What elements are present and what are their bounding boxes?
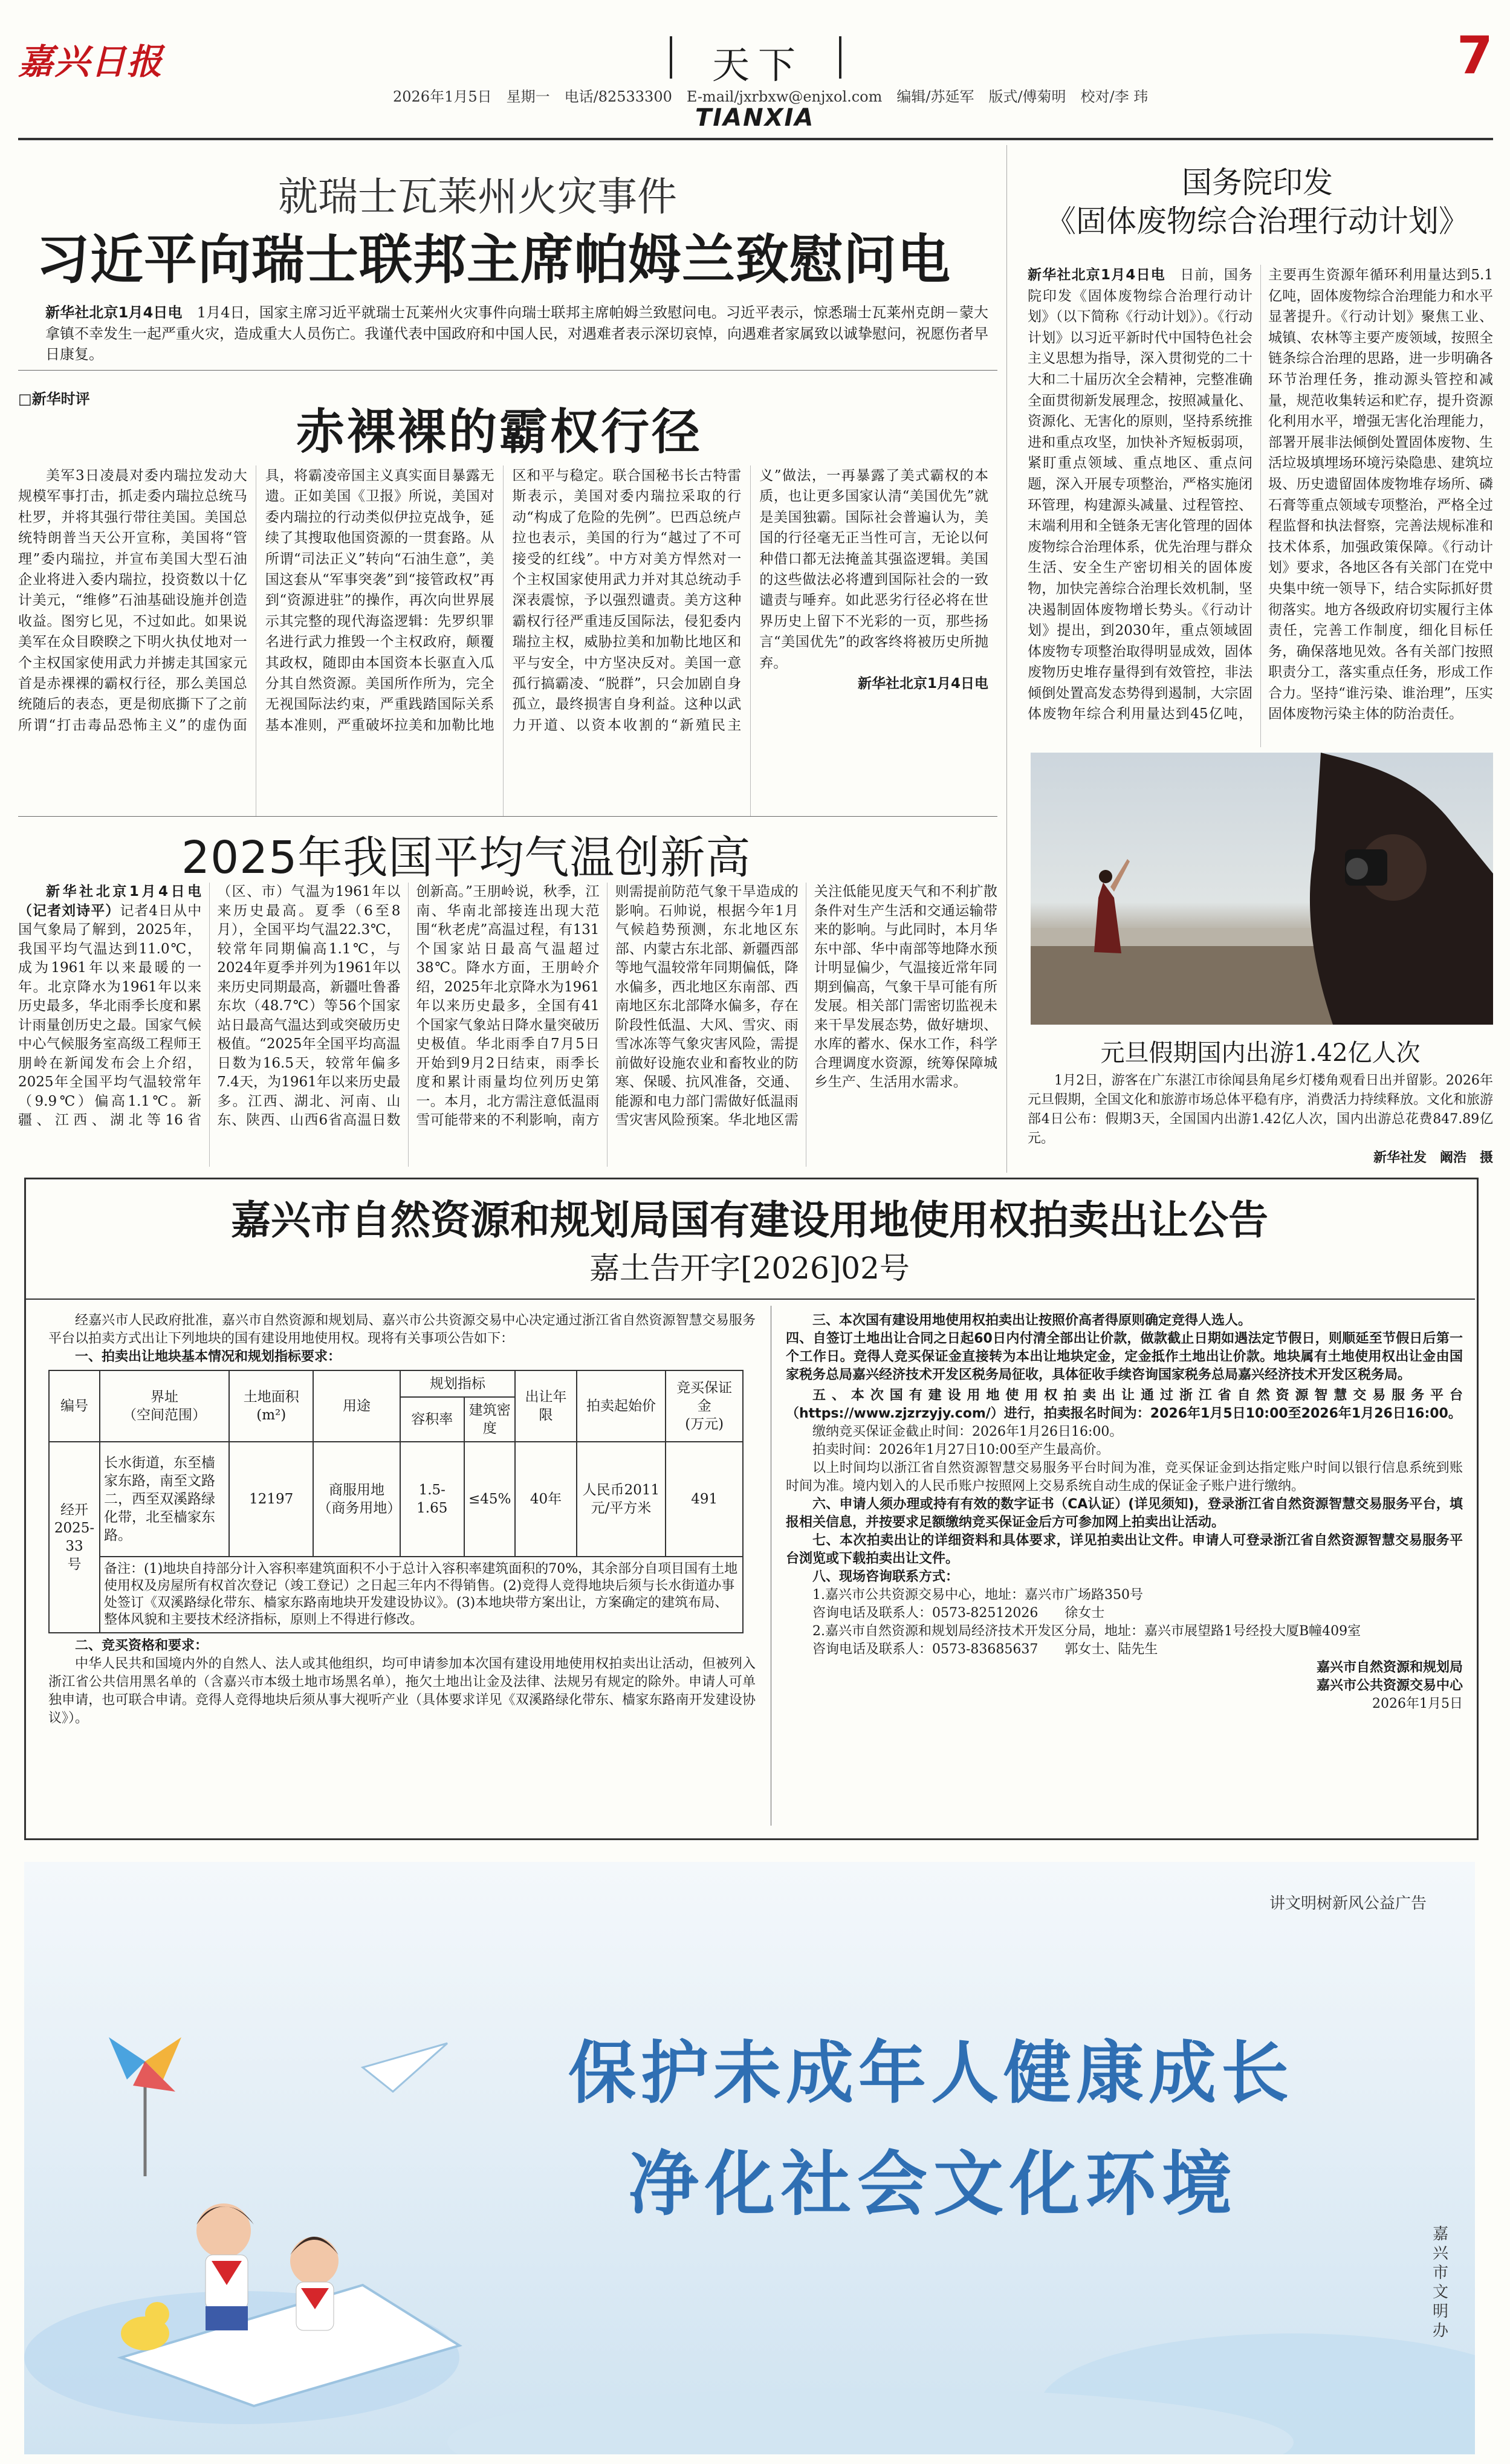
ad-line2: 净化社会文化环境 <box>629 2144 1238 2225</box>
pinwheel-icon <box>109 2037 181 2176</box>
story1-kicker: 就瑞士瓦莱州火灾事件 <box>278 173 677 220</box>
newspaper-logo: 嘉兴日报 <box>18 41 164 82</box>
notice-right: 三、本次国有建设用地使用权拍卖出让按照价高者得原则确定竞得人选人。 四、自签订土地出让合同之日起60日内付清全部出让价款，做款截止日期如遇法定节假日，则顺延至节假日后第一个工作日。竞得人竞买保证金直接转为本出让地块定金，定金抵作土地出让价款。地块属有土地使用权出让金由国家税务总局嘉兴经济技术开发区税务局征收，具体征收手续咨询国家税务总局嘉兴经济技术开发区税务局。 五、本次国有建设用地使用权拍卖出让通过浙江省自然资源智慧交易服务平台（https://www.zjzrzyjy.com/）进行，拍卖报名时间为：2026年1月5日10:00至2026年1月26日16:00。 缴纳竞买保证金截止时间：2026年1月26日16:00。 拍卖时间：2026年1月27日10:00至产生最高价。 以上时间均以浙江省自然资源智慧交易服务平台时间为准，竞买保证金到达指定账户时间以银行信息系统到账时间为准。境内划入的人民币账户按照网上交易系统自动生成的保证金子账户进行缴纳。 六、申请人须办理或持有有效的数字证书（CA认证）(详见须知)，登录浙江省自然资源智慧交易服务平台，填报相关信息，并按要求足额缴纳竞买保证金后方可参加网上拍卖出让活动。 七、本次拍卖出让的详细资料和具体要求，详见拍卖出让文件。申请人可登录浙江省自然资源智慧交易服务平台浏览或下载拍卖出让文件。 八、现场咨询联系方式： 1.嘉兴市公共资源交易中心，地址：嘉兴市广场路350号 咨询电话及联系人：0573-82512026 徐女士 2.嘉兴市自然资源和规划局经济技术开发区分局，地址：嘉兴市展望路1号经投大厦B幢409室 咨询电话及联系人：0573-83685637 郭女士、陆先生 嘉兴市自然资源和规划局 嘉兴市公共资源交易中心 2026年1月5日 <box>786 1313 1463 1711</box>
story4-body: 新华社北京1月4日电（记者刘诗平）记者4日从中国气象局了解到，2025年，我国平均气温达到11.0℃，成为1961年以来最暖的一年。北京降水为1961年以来历史最多，华北雨季长度和累计雨量创历史之最。国家气候中心气候服务室高级工程师王朋岭在新闻发布会上介绍，2025年全国平均气温较常年（9.9℃）偏高1.1℃。新疆、江西、湖北等16省（区、市）气温为1961年以来历史最高。夏季（6至8月），全国平均气温22.3℃，较常年同期偏高1.1℃，与2024年夏季并列为1961年以来历史同期最高，新疆吐鲁番东坎（48.7℃）等56个国家站日最高气温达到或突破历史极值。“2025年全国平均高温日数为16.5天，较常年偏多7.4天，为1961年以来历史最多。江西、湖北、河南、山东、陕西、山西6省高温日数创新高。”王朋岭说，秋季，江南、华南北部接连出现大范围“秋老虎”高温过程，有131个国家站日最高气温超过38℃。降水方面，王朋岭介绍，2025年北京降水为1961年以来历史最多，全国有41个国家气象站日降水量突破历史极值。华北雨季自7月5日开始到9月2日结束，雨季长度和累计雨量均位列历史第一。本月，北方需注意低温雨雪可能带来的不利影响，南方则需提前防范气象干旱造成的影响。石帅说，根据今年1月气候趋势预测，东北地区东部、内蒙古东北部、新疆西部等地气温较常年同期偏低，降水偏多，西北地区东南部、西南地区东北部降水偏多，存在阶段性低温、大风、雪灾、雨雪冰冻等气象灾害风险，需提前做好设施农业和畜牧业的防寒、保暖、抗风准备，交通、能源和电力部门需做好低温雨雪灾害风险预案。华北地区需关注低能见度天气和不利扩散条件对生产生活和交通运输带来的影响。与此同时，本月华东中部、华中南部等地降水预计明显偏少，气温接近常年同期到偏高，气象干旱可能有所发展。相关部门需密切监视未来干旱发展态势，做好塘坝、水库的蓄水、保水工作，科学合理调度水资源，统筹保障城乡生产、生活用水需求。 <box>18 884 997 1128</box>
story2-headline: 赤裸裸的霸权行径 <box>296 404 702 460</box>
column-tag: □新华时评 <box>18 391 90 407</box>
story4-headline: 2025年我国平均气温创新高 <box>181 832 751 884</box>
ad-sponsor: 嘉兴市文明办 <box>1433 2225 1449 2340</box>
page-number: 7 <box>1457 25 1493 86</box>
ad-line1: 保护未成年人健康成长 <box>568 2034 1294 2113</box>
ad-tag: 讲文明树新风公益广告 <box>1269 1895 1427 1913</box>
story3-headline: 国务院印发 《固体废物综合治理行动计划》 <box>1046 165 1469 239</box>
story3-body: 新华社北京1月4日电 日前，国务院印发《固体废物综合治理行动计划》（以下简称《行动计划》）。《行动计划》以习近平新时代中国特色社会主义思想为指导，深入贯彻党的二十大和二十届历次全会精神，完整准确全面贯彻新发展理念，按照减量化、资源化、无害化的原则，坚持系统推进和重点攻坚，加快补齐短板弱项，紧盯重点领域、重点地区、重点问题，深入开展专项整治，严格实施闭环管理，构建源头减量、过程管控、末端利用和全链条无害化管理的固体废物综合治理体系，优先治理与群众生活、安全生产密切相关的固体废物，加快完善综合治理长效机制，坚决遏制固体废物增长势头。《行动计划》提出，到2030年，重点领域固体废物专项整治取得明显成效，固体废物历史堆存量得到有效管控，非法倾倒处置高发态势得到遏制，大宗固体废物年综合利用量达到45亿吨，主要再生资源年循环利用量达到5.1亿吨，固体废物综合治理能力和水平显著提升。《行动计划》聚焦工业、城镇、农林等主要产废领域，按照全链条综合治理的思路，进一步明确各环节治理任务，推动源头管控和减量，规范收集转运和贮存，提升资源化利用水平，增强无害化治理能力，部署开展非法倾倒处置固体废物、生活垃圾填埋场环境污染隐患、建筑垃圾、历史遗留固体废物堆存场所、磷石膏等重点领域专项整治，严格全过程监督和执法督察，完善法规标准和技术体系，加强政策保障。《行动计划》要求，各地区各有关部门在党中央集中统一领导下，结合实际抓好贯彻落实。地方各级政府切实履行主体责任，完善工作制度，细化目标任务，确保落地见效。各有关部门按照职责分工，落实重点任务，形成工作合力。坚持“谁污染、谁治理”，压实固体废物污染主体的防治责任。 <box>1028 267 1493 722</box>
notice-left: 经嘉兴市人民政府批准，嘉兴市自然资源和规划局、嘉兴市公共资源交易中心决定通过浙江省自然资源智慧交易服务平台以拍卖方式出让下列地块的国有建设用地使用权。现将有关事项公告如下： 一、拍卖出让地块基本情况和规划指标要求： 编号 界址 （空间范围） 土地面积 (m²) 用途 规划指标 出让年限 拍卖起始价 竞买保证金 (万元) 容积率 建筑密度 经开 2025-33 号 长水街道，东至樯家东路，南至文路二，西至双溪路绿化带，北至樯家东路。 12197 商服用地 （商务用地） 1.5- 1.65 ≤45% 40年 人民币2011 元/平方米 491 备注：(1)地块自持部分计入容积率建筑面积不小于总计入容积率建筑面积的70%，其余部分自项目国有土地使用权及房屋所有权首次登记（竣工登记）之日起三年内不得销售。(2)竞得人竞得地块后须与长水街道办事处签订《双溪路绿化带东、樯家东路南地块开发建设协议》。(3)本地块带方案出让，方案确定的建筑布局、整体风貌和主要技术经济指标，原则上不得进行修改。 二、竞买资格和要求： 中华人民共和国境内外的自然人、法人或其他组织，均可申请参加本次国有建设用地使用权拍卖出让活动，但被列入浙江省公共信用黑名单的（含嘉兴市本级土地市场黑名单），拖欠土地出让金及法律、法规另有规定的除外。申请人可单独申请，也可联合申请。竞得人竞得地块后须从事大视听产业（具体要求详见《双溪路绿化带东、樯家东路南开发建设协议》）。 <box>48 1313 756 1726</box>
notice-doc-no: 嘉土告开字[2026]02号 <box>589 1251 910 1286</box>
photo-caption: 1月2日，游客在广东湛江市徐闻县角尾乡灯楼角观看日出并留影。2026年元旦假期，全国文化和旅游市场总体平稳有序，消费活力持续释放。文化和旅游部4日公布：假期3天，全国国内出游1.42亿人次，国内出游总花费847.89亿元。 新华社发 阚浩 摄 <box>1028 1073 1494 1166</box>
story1-body: 新华社北京1月4日电 1月4日，国家主席习近平就瑞士瓦莱州火灾事件向瑞士联邦主席帕姆兰致慰问电。习近平表示，惊悉瑞士瓦莱州克朗－蒙大拿镇不幸发生一起严重火灾，造成重大人员伤亡。我谨代表中国政府和中国人民，对遇难者表示深切哀悼，向遇难者家属致以诚挚慰问，祝愿伤者早日康复。 <box>45 304 988 363</box>
news-photo <box>1031 753 1493 1025</box>
photo-caption-title: 元旦假期国内出游1.42亿人次 <box>1100 1039 1421 1067</box>
land-table: 编号 界址 （空间范围） 土地面积 (m²) 用途 规划指标 出让年限 拍卖起始价 竞买保证金 (万元) 容积率 建筑密度 经开 2025-33 号 长水街道，东至樯家东路，南至文路二，西至双溪路绿化带，北至樯家东路。 12197 商服用地 （商务用地） 1.5- 1.65 ≤45% 40年 人民币2011 元/平方米 491 备注：(1)地块自持部分计入容积率建筑面积不小于总计入容积率建筑面积的70%，其余部分自项目国有土地使用权及房屋所有权首次登记（竣工登记）之日起三年内不得销售。(2)竞得人竞得地块后须与长水街道办事处签订《双溪路绿化带东、樯家东路南地块开发建设协议》。(3)本地块带方案出让，方案确定的建筑布局、整体风貌和主要技术经济指标，原则上不得进行修改。 <box>48 1370 744 1633</box>
story1-headline: 习近平向瑞士联邦主席帕姆兰致慰问电 <box>36 229 951 291</box>
edition-info: 2026年1月5日 星期一 电话/82533300 E-mail/jxrbxw@enjxol.com 编辑/苏延军 版式/傅菊明 校对/李 玮 <box>393 88 1149 105</box>
public-ad <box>24 1862 1475 2454</box>
story2-body: 美军3日凌晨对委内瑞拉发动大规模军事打击，抓走委内瑞拉总统马杜罗，并将其强行带往美国。美国总统特朗普当天公开宣称，美国将“管理”委内瑞拉，并宣布美国大型石油企业将进入委内瑞拉，投资数以十亿计美元，“维修”石油基础设施并创造收益。图穷匕见，不过如此。如果说美军在众目睽睽之下明火执仗地对一个主权国家使用武力并掳走其国家元首是赤裸裸的霸权行径，那么美国总统随后的表态，更是彻底撕下了之前所谓“打击毒品恐怖主义”的虚伪面具，将霸凌帝国主义真实面目暴露无遗。正如美国《卫报》所说，美国对委内瑞拉的行动类似伊拉克战争，延续了其搜取他国资源的一贯套路。从所谓“司法正义”转向“石油生意”，美国这套从“军事突袭”到“接管政权”再到“资源进驻”的操作，再次向世界展示其完整的现代海盗逻辑：先罗织罪名进行武力推毁一个主权政府，颠覆其政权，随即由本国资本长驱直入瓜分其自然资源。美国所作所为，完全无视国际法约束，严重践踏国际关系基本准则，严重破坏拉美和加勒比地区和平与稳定。联合国秘书长古特雷斯表示，美国对委内瑞拉采取的行动“构成了危险的先例”。巴西总统卢拉也表示，美国的行为“越过了不可接受的红线”。中方对美方悍然对一个主权国家使用武力并对其总统动手深表震惊，予以强烈谴责。美方这种霸权行径严重违反国际法，侵犯委内瑞拉主权，威胁拉美和加勒比地区和平与安全，中方坚决反对。美国一意孤行搞霸凌、“脱群”，只会加剧自身孤立，最终损害自身利益。这种以武力开道、以资本收割的“新殖民主义”做法，一再暴露了美式霸权的本质，也让更多国家认清“美国优先”就是美国独霸。国际社会普遍认为，美国的行径毫无正当性可言，无论以何种借口都无法掩盖其强盗逻辑。美国的这些做法必将遭到国际社会的一致谴责与唾弃。如此恶劣行径必将在世界历史上留下不光彩的一页，那些扬言“美国优先”的政客终将被历史所抛弃。 新华社北京1月4日电 <box>18 468 988 733</box>
paper-plane-icon <box>363 2043 447 2092</box>
section-pinyin: TIANXIA <box>695 104 815 132</box>
notice-title: 嘉兴市自然资源和规划局国有建设用地使用权拍卖出让公告 <box>231 1197 1268 1243</box>
section-title: 天下 <box>670 24 845 85</box>
